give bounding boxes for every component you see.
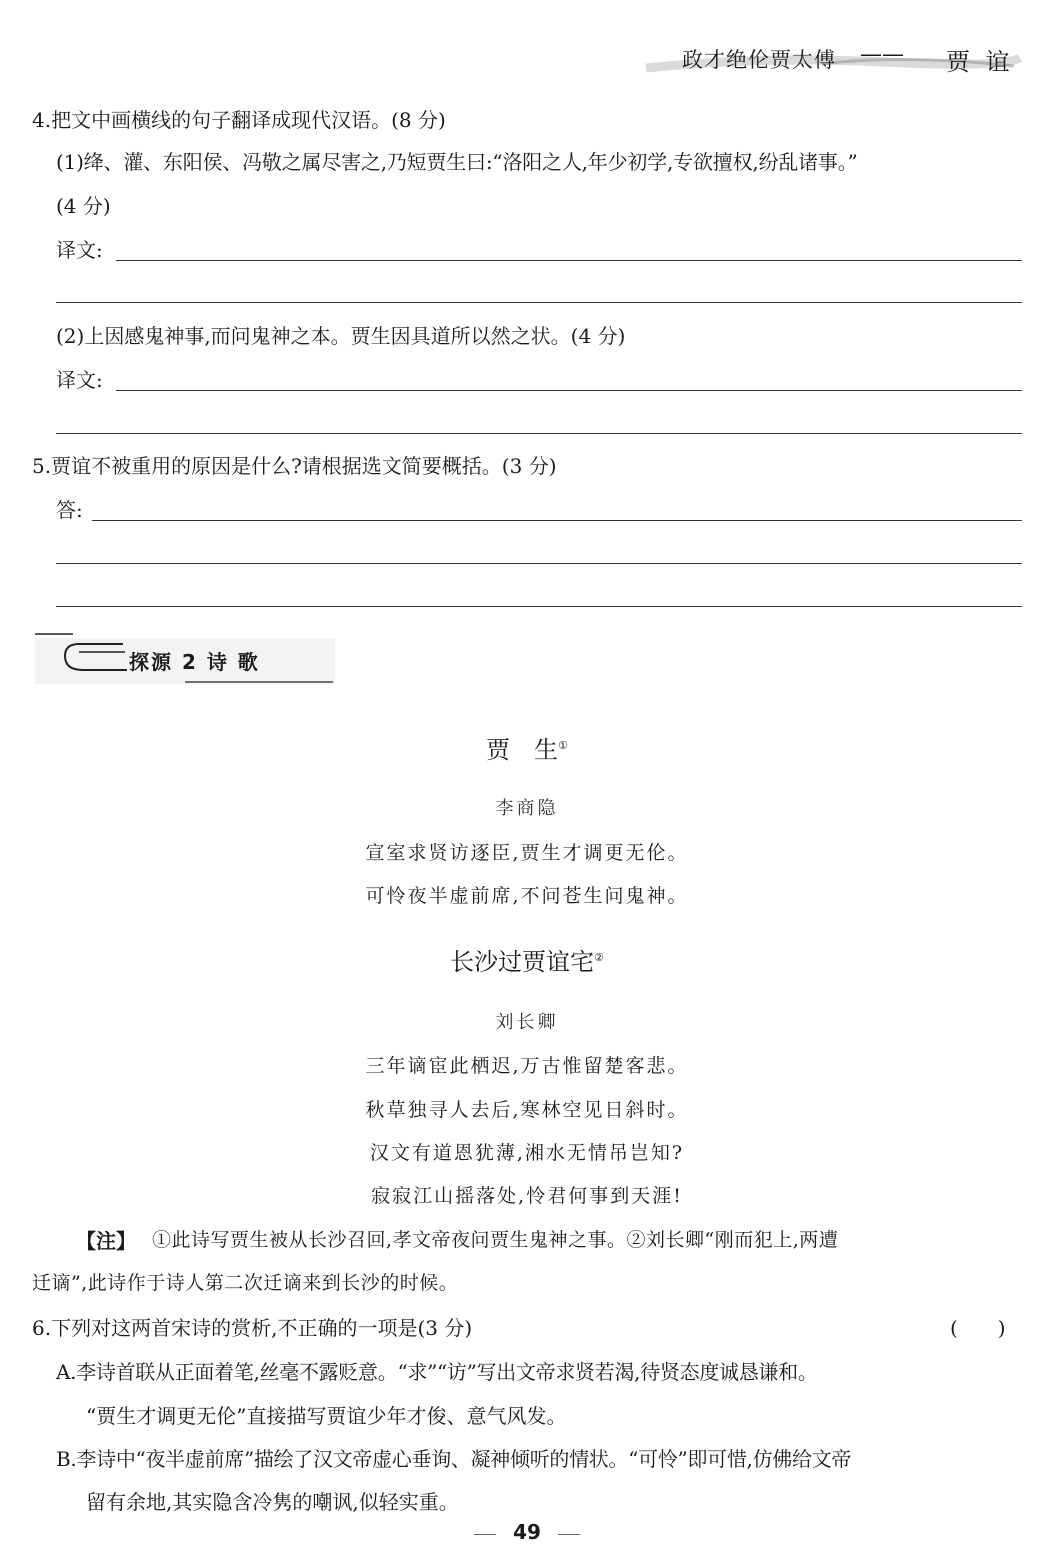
notes-label: 【注】 [76, 1229, 136, 1253]
q4-answer-line-2b[interactable] [56, 433, 1022, 434]
notes-line-1: ①此诗写贾生被从长沙召回,孝文帝夜问贾生鬼神之事。②刘长卿“刚而犯上,两遭 [152, 1229, 839, 1251]
q4-answer-line-1b[interactable] [56, 302, 1022, 303]
q4-sub1: (1)绛、灌、东阳侯、冯敬之属尽害之,乃短贾生曰:“洛阳之人,年少初学,专欲擅权,纷乱诸事。” [56, 150, 858, 174]
q5-answer-line-3[interactable] [56, 606, 1022, 607]
poem2-title-text: 长沙过贾谊宅 [450, 948, 595, 976]
running-header [642, 38, 1024, 78]
q4-answer-line-2a[interactable] [116, 390, 1022, 391]
poem1-note-mark: ① [558, 739, 568, 752]
poem1-line-2: 可怜夜半虚前席,不问苍生问鬼神。 [365, 885, 689, 907]
q4-stem: 4.把文中画横线的句子翻译成现代汉语。(8 分) [32, 108, 446, 132]
poem2-line-3: 汉文有道恩犹薄,湘水无情吊岂知? [369, 1142, 685, 1164]
poem2-note-mark: ② [594, 951, 604, 964]
poem2-title [0, 942, 1054, 977]
footer-right-dash [558, 1534, 580, 1535]
q4-answer-label-1: 译文: [56, 238, 103, 262]
header-dash: —— [860, 42, 904, 67]
q6-option-a-line-2: “贾生才调更无伦”直接描写贾谊少年才俊、意气风发。 [86, 1404, 567, 1428]
poem1-title-text: 贾 生 [486, 736, 559, 764]
section-heading [35, 630, 335, 685]
q5-answer-label: 答: [56, 498, 83, 522]
q6-answer-paren[interactable]: ( ) [950, 1316, 1006, 1340]
poem1-line-1: 宣室求贤访逐臣,贾生才调更无伦。 [365, 842, 689, 864]
q4-answer-line-1a[interactable] [116, 260, 1022, 261]
q6-stem: 6.下列对这两首宋诗的赏析,不正确的一项是(3 分) [32, 1316, 473, 1340]
page-number: 49 [513, 1520, 541, 1544]
q4-answer-label-2: 译文: [56, 368, 103, 392]
poem1-title [0, 730, 1054, 765]
poem2-line-2: 秋草独寻人去后,寒林空见日斜时。 [365, 1099, 689, 1121]
poem2-author: 刘长卿 [495, 1012, 559, 1033]
q5-stem: 5.贾谊不被重用的原因是什么?请根据选文简要概括。(3 分) [32, 454, 557, 478]
poem1-author: 李商隐 [495, 798, 559, 819]
q6-option-b-line-2: 留有余地,其实隐含冷隽的嘲讽,似轻实重。 [86, 1490, 459, 1514]
section-label: 探源 2 诗 歌 [129, 650, 260, 674]
page-footer [0, 1520, 1054, 1544]
footer-left-dash [474, 1534, 496, 1535]
q5-answer-line-1[interactable] [92, 520, 1022, 521]
q5-answer-line-2[interactable] [56, 563, 1022, 564]
poem2-line-4: 寂寂江山摇落处,怜君何事到天涯! [371, 1185, 683, 1207]
notes-line-2: 迁谪”,此诗作于诗人第二次迁谪来到长沙的时候。 [32, 1272, 459, 1294]
header-left-text: 政才绝伦贾太傅 [682, 48, 836, 72]
q4-sub2: (2)上因感鬼神事,而问鬼神之本。贾生因具道所以然之状。(4 分) [56, 324, 626, 348]
q6-option-b-line-1: B.李诗中“夜半虚前席”描绘了汉文帝虚心垂询、凝神倾听的情状。“可怜”即可惜,仿佛给文帝 [56, 1447, 852, 1471]
poem2-line-1: 三年谪宦此栖迟,万古惟留楚客悲。 [365, 1055, 689, 1077]
q6-option-a-line-1: A.李诗首联从正面着笔,丝毫不露贬意。“求”“访”写出文帝求贤若渴,待贤态度诚恳谦和。 [56, 1360, 818, 1384]
q4-sub1-score: (4 分) [56, 194, 111, 218]
header-right-text: 贾 谊 [946, 48, 1014, 76]
